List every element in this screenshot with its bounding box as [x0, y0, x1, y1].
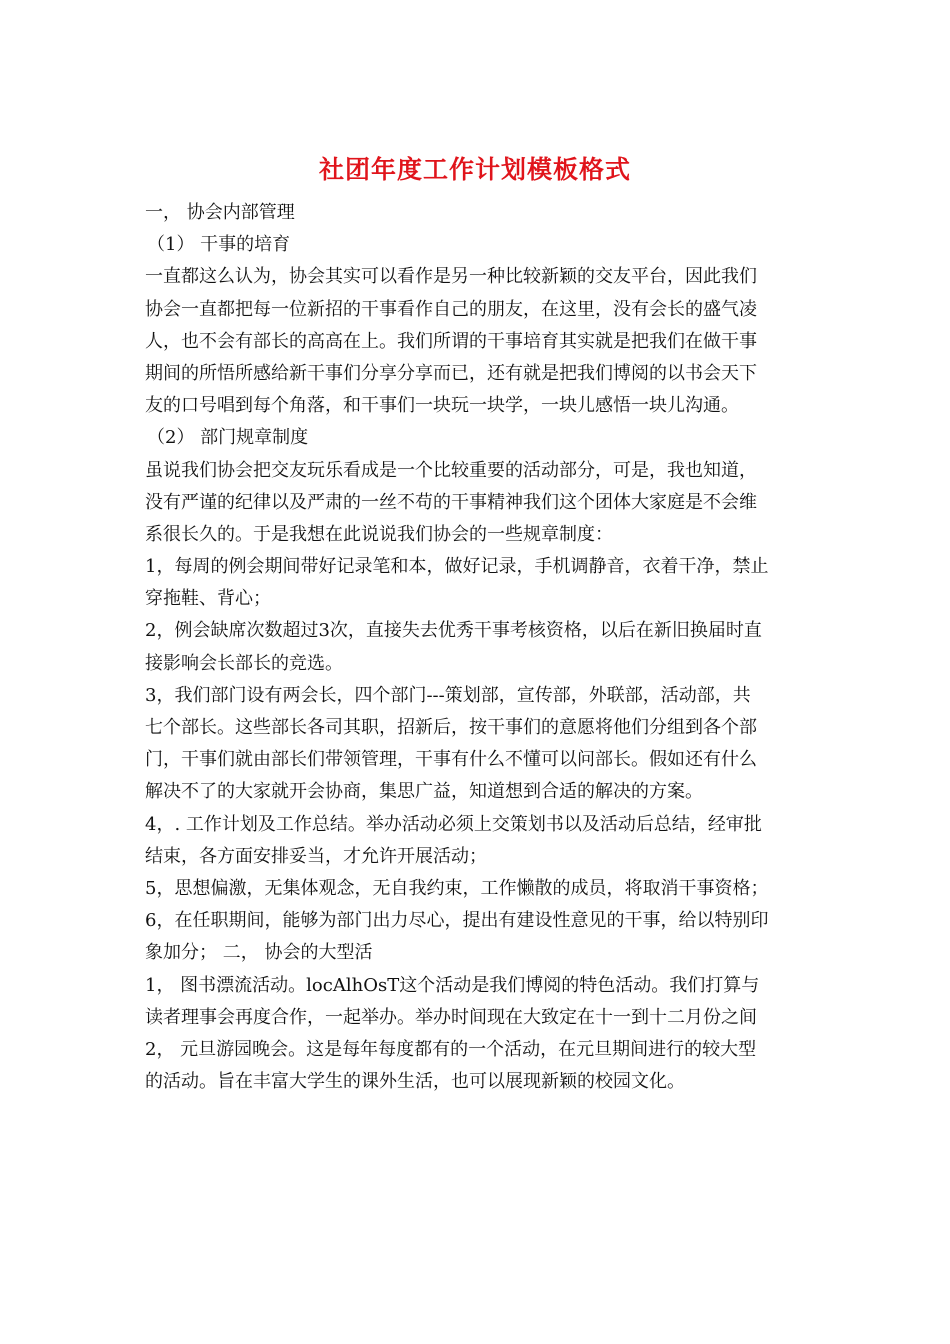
paragraph-line: 友的口号唱到每个角落，和干事们一块玩一块学，一块儿感悟一块儿沟通。	[145, 395, 739, 417]
rule-item-line: 结束，各方面安排妥当，才允许开展活动；	[145, 845, 487, 867]
paragraph-line: 一直都这么认为，协会其实可以看作是另一种比较新颖的交友平台，因此我们	[145, 266, 757, 288]
paragraph-line: 人，也不会有部长的高高在上。我们所谓的干事培育其实就是把我们在做干事	[145, 330, 757, 352]
rule-item-line: 解决不了的大家就开会协商，集思广益，知道想到合适的解决的方案。	[145, 781, 703, 803]
subsection-heading: （1） 干事的培育	[147, 234, 291, 256]
rule-item-line: 象加分； 二， 协会的大型活	[145, 942, 373, 964]
rule-item-line: 1，每周的例会期间带好记录笔和本，做好记录，手机调静音，衣着干净，禁止	[145, 556, 769, 578]
activity-item-line: 读者理事会再度合作，一起举办。举办时间现在大致定在十一到十二月份之间	[145, 1006, 757, 1028]
paragraph-line: 协会一直都把每一位新招的干事看作自己的朋友，在这里，没有会长的盛气凌	[145, 298, 757, 320]
rule-item-line: 七个部长。这些部长各司其职，招新后，按干事们的意愿将他们分组到各个部	[145, 717, 757, 738]
document-body	[145, 197, 815, 1098]
rule-item-line: 接影响会长部长的竞选。	[145, 652, 343, 674]
rule-item-line: 4，. 工作计划及工作总结。举办活动必须上交策划书以及活动后总结，经审批	[145, 813, 762, 835]
rule-item-line: 穿拖鞋、背心；	[145, 588, 271, 610]
rule-item-line: 6，在任职期间，能够为部门出力尽心，提出有建设性意见的干事，给以特别印	[145, 910, 769, 932]
activity-item-line: 2， 元旦游园晚会。这是每年每度都有的一个活动，在元旦期间进行的较大型	[145, 1038, 757, 1060]
rule-item-line: 门，干事们就由部长们带领管理，干事有什么不懂可以问部长。假如还有什么	[145, 749, 757, 771]
rule-item-line: 3，我们部门设有两会长，四个部门---策划部，宣传部，外联部，活动部，共	[145, 684, 751, 706]
paragraph-line: 系很长久的。于是我想在此说说我们协会的一些规章制度：	[145, 523, 613, 545]
rule-item-line: 2，例会缺席次数超过3次，直接失去优秀干事考核资格，以后在新旧换届时直	[145, 620, 762, 642]
rule-item-line: 5，思想偏激，无集体观念，无自我约束，工作懒散的成员，将取消干事资格；	[145, 877, 769, 899]
document-title: 社团年度工作计划模板格式	[318, 155, 631, 184]
paragraph-line: 期间的所悟所感给新干事们分享分享而已，还有就是把我们博阅的以书会天下	[145, 362, 757, 384]
paragraph-line: 没有严谨的纪律以及严肃的一丝不苟的干事精神我们这个团体大家庭是不会维	[145, 491, 757, 513]
subsection-heading: （2） 部门规章制度	[147, 427, 309, 449]
activity-item-line: 的活动。旨在丰富大学生的课外生活，也可以展现新颖的校园文化。	[145, 1071, 685, 1093]
activity-item-line: 1， 图书漂流活动。locAlhOsT这个活动是我们博阅的特色活动。我们打算与	[145, 974, 760, 996]
paragraph-line: 虽说我们协会把交友玩乐看成是一个比较重要的活动部分，可是，我也知道，	[145, 459, 757, 481]
section-heading: 一， 协会内部管理	[145, 202, 295, 223]
